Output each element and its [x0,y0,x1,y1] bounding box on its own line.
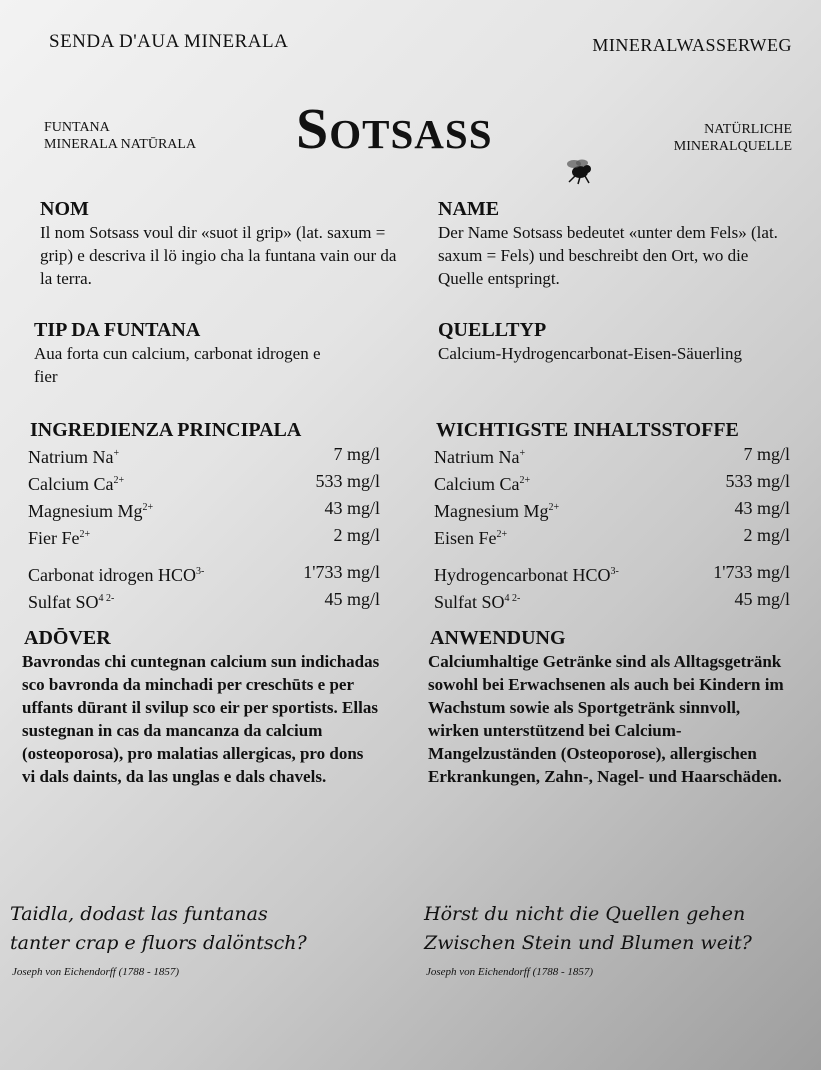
ingredient-row [434,560,790,587]
quote-line1-romansh: Taidla, dodast las funtanas [10,903,268,925]
ingredient-name: Hydrogencarbonat HCO [434,565,611,585]
subtitle-romansh-line1: FUNTANA [44,120,110,135]
use-section-romansh [22,626,380,788]
ion-charge: 2+ [142,502,154,513]
ion-charge: 3- [195,566,205,577]
ingredient-value: 533 mg/l [315,471,380,491]
ion-charge: 4 2- [98,593,115,604]
type-section-romansh [34,318,404,388]
ion-charge: + [113,448,120,459]
ingredient-row [28,560,380,587]
ingredient-row [28,469,380,496]
quote-line1-german: Hörst du nicht die Quellen gehen [424,903,746,925]
ingredient-row [434,523,790,550]
ingredient-row [434,587,790,614]
subtitle-german-line2: MINERALQUELLE [673,139,792,154]
use-heading-german: ANWENDUNG [430,627,566,649]
quote-line2-german: Zwischen Stein und Blumen weit? [424,932,752,954]
quote-section-romansh [10,900,380,978]
name-heading-romansh: NOM [40,198,89,220]
ingredient-value: 7 mg/l [333,444,380,464]
ingredient-name: Calcium Ca [434,474,520,494]
ingredient-row [434,469,790,496]
ion-charge: 4 2- [504,593,521,604]
type-section-german [438,318,792,365]
ingredient-name: Natrium Na [434,447,520,467]
ingredient-value: 7 mg/l [743,444,790,464]
subtitle-german-line1: NATÜRLICHE [704,122,792,137]
quote-author-romansh: Joseph von Eichendorff (1788 - 1857) [12,966,180,978]
ingredient-value: 533 mg/l [725,471,790,491]
trail-name-romansh: SENDA D'AUA MINERALA [49,31,289,52]
ingredient-row [28,442,380,469]
ingredient-value: 45 mg/l [734,589,790,609]
fly-icon [563,155,597,185]
ingredient-value: 2 mg/l [333,525,380,545]
use-section-german [428,626,790,788]
name-heading-german: NAME [438,198,500,220]
ingredient-value: 43 mg/l [734,498,790,518]
subtitle-romansh-line2: MINERALA NATŪRALA [44,137,197,152]
ingredients-heading-romansh: INGREDIENZA PRINCIPALA [30,419,302,441]
ingredient-name: Magnesium Mg [434,501,549,521]
ingredient-row [28,496,380,523]
ingredient-value: 2 mg/l [743,525,790,545]
type-heading-german: QUELLTYP [438,319,547,341]
spring-title: Sotsass [296,96,493,161]
ingredients-heading-german: WICHTIGSTE INHALTSSTOFFE [436,419,739,441]
type-text-german: Calcium-Hydrogencarbonat-Eisen-Säuerling [438,344,743,363]
ion-charge: 2+ [79,529,91,540]
type-heading-romansh: TIP DA FUNTANA [34,319,201,341]
ingredient-name: Calcium Ca [28,474,114,494]
ingredient-value: 43 mg/l [324,498,380,518]
name-text-romansh: Il nom Sotsass voul dir «suot il grip» (lat. saxum = grip) e descriva il lö ingio cha la funtana vain our da la terra. [40,223,397,288]
ingredient-name: Magnesium Mg [28,501,143,521]
name-text-german: Der Name Sotsass bedeutet «unter dem Fels» (lat. saxum = Fels) und beschreibt den Ort, wo die Quelle entspringt. [438,223,778,288]
ion-charge: 2+ [113,475,125,486]
ingredient-row [434,496,790,523]
ingredient-name: Sulfat SO [28,592,99,612]
ion-charge: + [519,448,526,459]
ion-charge: 3- [610,566,619,577]
subtitle-romansh [44,119,196,153]
trail-name-german: MINERALWASSERWEG [592,35,792,55]
use-text-german: Calciumhaltige Getränke sind als Alltagsgetränk sowohl bei Erwachsenen als auch bei Kindern im Wachstum sowie als Sportgetränk sinnvoll, wirken unterstützend bei Calcium-Mangelzuständen (Osteoporose), allergischen Erkrankungen, Zahn-, Nagel- und Haarschäden. [428,652,784,786]
ingredient-name: Natrium Na [28,447,114,467]
quote-author-german: Joseph von Eichendorff (1788 - 1857) [426,966,594,978]
name-section-german [438,197,792,290]
use-heading-romansh: ADŌVER [24,627,111,649]
ion-charge: 2+ [496,529,508,540]
ingredients-section-romansh [22,418,380,614]
subtitle-german [674,121,792,155]
ingredient-row [28,523,380,550]
ingredient-row [28,587,380,614]
ingredient-name: Eisen Fe [434,528,497,548]
ingredient-value: 1'733 mg/l [303,562,380,582]
use-text-romansh: Bavrondas chi cuntegnan calcium sun indichadas sco bavronda da minchadi per creschūts e per uffants dūrant il svilup sco eir per sportists. Ellas sustegnan in cas da mancanza da calcium (osteoporosa), pro malatias allergicas, pro dons vi dals daints, da las unglas e dals chavels. [22,652,380,786]
ingredient-row [434,442,790,469]
ingredient-name: Sulfat SO [434,592,505,612]
quote-line2-romansh: tanter crap e fluors dalöntsch? [10,932,307,954]
type-text-romansh: Aua forta cun calcium, carbonat idrogen e fier [34,344,321,386]
quote-section-german [424,900,778,978]
ingredients-section-german [428,418,790,614]
ingredient-name: Fier Fe [28,528,80,548]
ion-charge: 2+ [519,475,531,486]
ingredient-value: 1'733 mg/l [713,562,790,582]
name-section-romansh [40,197,410,290]
ingredient-value: 45 mg/l [324,589,380,609]
ion-charge: 2+ [548,502,560,513]
ingredient-name: Carbonat idrogen HCO [28,565,196,585]
